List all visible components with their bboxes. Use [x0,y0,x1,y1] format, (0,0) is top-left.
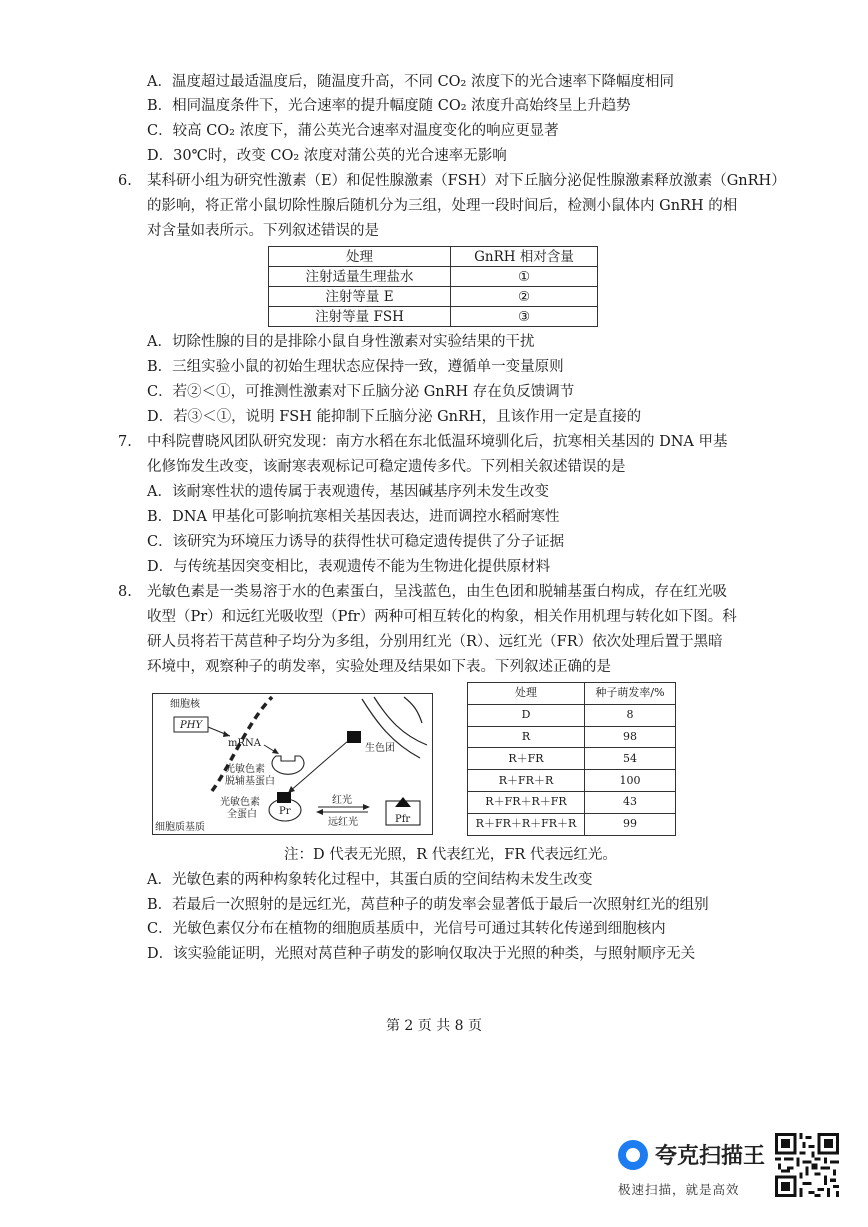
label-far-red-light: 远红光 [328,817,358,828]
label-apoprotein-line1: 光敏色素 [225,764,265,775]
table-cell: 54 [585,748,676,770]
q6-option-c: C．若②＜①，可推测性激素对下丘脑分泌 GnRH 存在负反馈调节 [147,384,575,400]
table-cell: ① [451,267,598,287]
q8-option-a: A．光敏色素的两种构象转化过程中，其蛋白质的空间结构未发生改变 [147,872,593,888]
q7-stem-line2: 化修饰发生改变，该耐寒表观标记可稳定遗传多代。下列相关叙述错误的是 [147,459,626,475]
table-cell: 注射等量 E [269,287,451,307]
label-cytoplasm: 细胞质基质 [155,822,205,833]
table-header-row [269,247,598,267]
q7-option-a: A．该耐寒性状的遗传属于表观遗传，基因碱基序列未发生改变 [147,484,549,500]
table-header-cell: 处理 [468,683,585,705]
label-chromophore: 生色团 [365,743,395,754]
phytochrome-diagram [152,693,433,835]
q8-number: 8. [118,584,132,600]
table-row [468,748,676,770]
table-cell: ③ [451,307,598,327]
watermark-brand-name: 夸克扫描王 [655,1144,766,1169]
table-cell: ② [451,287,598,307]
q5-option-c: C．较高 CO₂ 浓度下，蒲公英光合速率对温度变化的响应更显著 [147,123,559,139]
table-row [269,287,598,307]
q5-option-b: B．相同温度条件下，光合速率的提升幅度随 CO₂ 浓度升高始终呈上升趋势 [147,98,631,114]
table-row [269,307,598,327]
q5-option-a: A．温度超过最适温度后，随温度升高，不同 CO₂ 浓度下的光合速率下降幅度相同 [147,74,674,90]
table-cell: D [468,704,585,726]
label-red-light: 红光 [332,795,352,806]
table-row [468,813,676,835]
q6-option-d: D．若③＜①，说明 FSH 能抑制下丘脑分泌 GnRH，且该作用一定是直接的 [147,409,642,425]
table-header-cell: 处理 [269,247,451,267]
q5-option-d: D．30℃时，改变 CO₂ 浓度对蒲公英的光合速率无影响 [147,148,507,164]
table-cell: R＋FR＋R＋FR＋R [468,813,585,835]
table-cell: R＋FR [468,748,585,770]
table-cell: R [468,726,585,748]
table-cell: 注射等量 FSH [269,307,451,327]
q6-option-a: A．切除性腺的目的是排除小鼠自身性激素对实验结果的干扰 [147,334,535,350]
q8-stem-line2: 收型（Pr）和远红光吸收型（Pfr）两种可相互转化的构象，相关作用机理与转化如下图。科 [147,609,737,625]
q7-stem-line1: 中科院曹晓风团队研究发现：南方水稻在东北低温环境驯化后，抗寒相关基因的 DNA 甲基 [147,434,728,450]
table-cell: R＋FR＋R＋FR [468,791,585,813]
table-row [468,726,676,748]
table-row [468,791,676,813]
label-pr: Pr [279,806,291,817]
quark-logo-icon [618,1140,648,1170]
label-nucleus: 细胞核 [170,699,200,710]
q7-option-b: B．DNA 甲基化可影响抗寒相关基因表达，进而调控水稻耐寒性 [147,509,560,525]
q8-option-c: C．光敏色素仅分布在植物的细胞质基质中，光信号可通过其转化传递到细胞核内 [147,921,666,937]
q8-note: 注：D 代表无光照，R 代表红光，FR 代表远红光。 [284,847,617,863]
label-holoprotein-line2: 全蛋白 [227,809,257,820]
table-cell: 100 [585,770,676,792]
q8-option-b: B．若最后一次照射的是远红光，莴苣种子的萌发率会显著低于最后一次照射红光的组别 [147,897,709,913]
page-footer: 第 2 页 共 8 页 [385,1018,483,1034]
q8-stem-line1: 光敏色素是一类易溶于水的色素蛋白，呈浅蓝色，由生色团和脱辅基蛋白构成，存在红光吸 [147,584,727,600]
table-row [468,704,676,726]
q6-stem-line2: 的影响，将正常小鼠切除性腺后随机分为三组，处理一段时间后，检测小鼠体内 GnRH 的相 [147,198,738,214]
qr-code-icon [775,1133,839,1197]
q8-stem-line3: 研人员将若干莴苣种子均分为多组，分别用红光（R）、远红光（FR）依次处理后置于黑暗 [147,634,723,650]
q8-stem-line4: 环境中，观察种子的萌发率，实验处理及结果如下表。下列叙述正确的是 [147,659,611,675]
q6-table [268,246,598,327]
label-apoprotein-line2: 脱辅基蛋白 [225,776,275,787]
table-header-cell: GnRH 相对含量 [451,247,598,267]
table-cell: 注射适量生理盐水 [269,267,451,287]
table-header-cell: 种子萌发率/% [585,683,676,705]
table-cell: 98 [585,726,676,748]
q7-option-d: D．与传统基因突变相比，表观遗传不能为生物进化提供原材料 [147,559,551,575]
table-row [269,267,598,287]
label-pfr: Pfr [395,814,411,825]
q6-option-b: B．三组实验小鼠的初始生理状态应保持一致，遵循单一变量原则 [147,359,564,375]
label-mrna: mRNA [228,738,261,749]
table-header-row [468,683,676,705]
q7-number: 7. [118,434,132,450]
q8-option-d: D．该实验能证明，光照对莴苣种子萌发的影响仅取决于光照的种类，与照射顺序无关 [147,946,696,962]
scanner-watermark [615,1136,775,1200]
table-cell: R＋FR＋R [468,770,585,792]
table-row [468,770,676,792]
chromophore-square [347,731,361,743]
table-cell: 8 [585,704,676,726]
pr-chromophore [277,792,291,803]
q6-stem-line3: 对含量如表所示。下列叙述错误的是 [147,223,379,239]
q6-number: 6. [118,173,132,189]
watermark-slogan: 极速扫描，就是高效 [618,1182,740,1197]
q7-option-c: C．该研究为环境压力诱导的获得性状可稳定遗传提供了分子证据 [147,534,565,550]
table-cell: 99 [585,813,676,835]
label-holoprotein-line1: 光敏色素 [220,797,260,808]
table-cell: 43 [585,791,676,813]
label-phy-gene: PHY [180,720,203,731]
q8-table [467,682,676,836]
q6-stem-line1: 某科研小组为研究性激素（E）和促性腺激素（FSH）对下丘脑分泌促性腺激素释放激素（GnRH） [147,173,786,189]
